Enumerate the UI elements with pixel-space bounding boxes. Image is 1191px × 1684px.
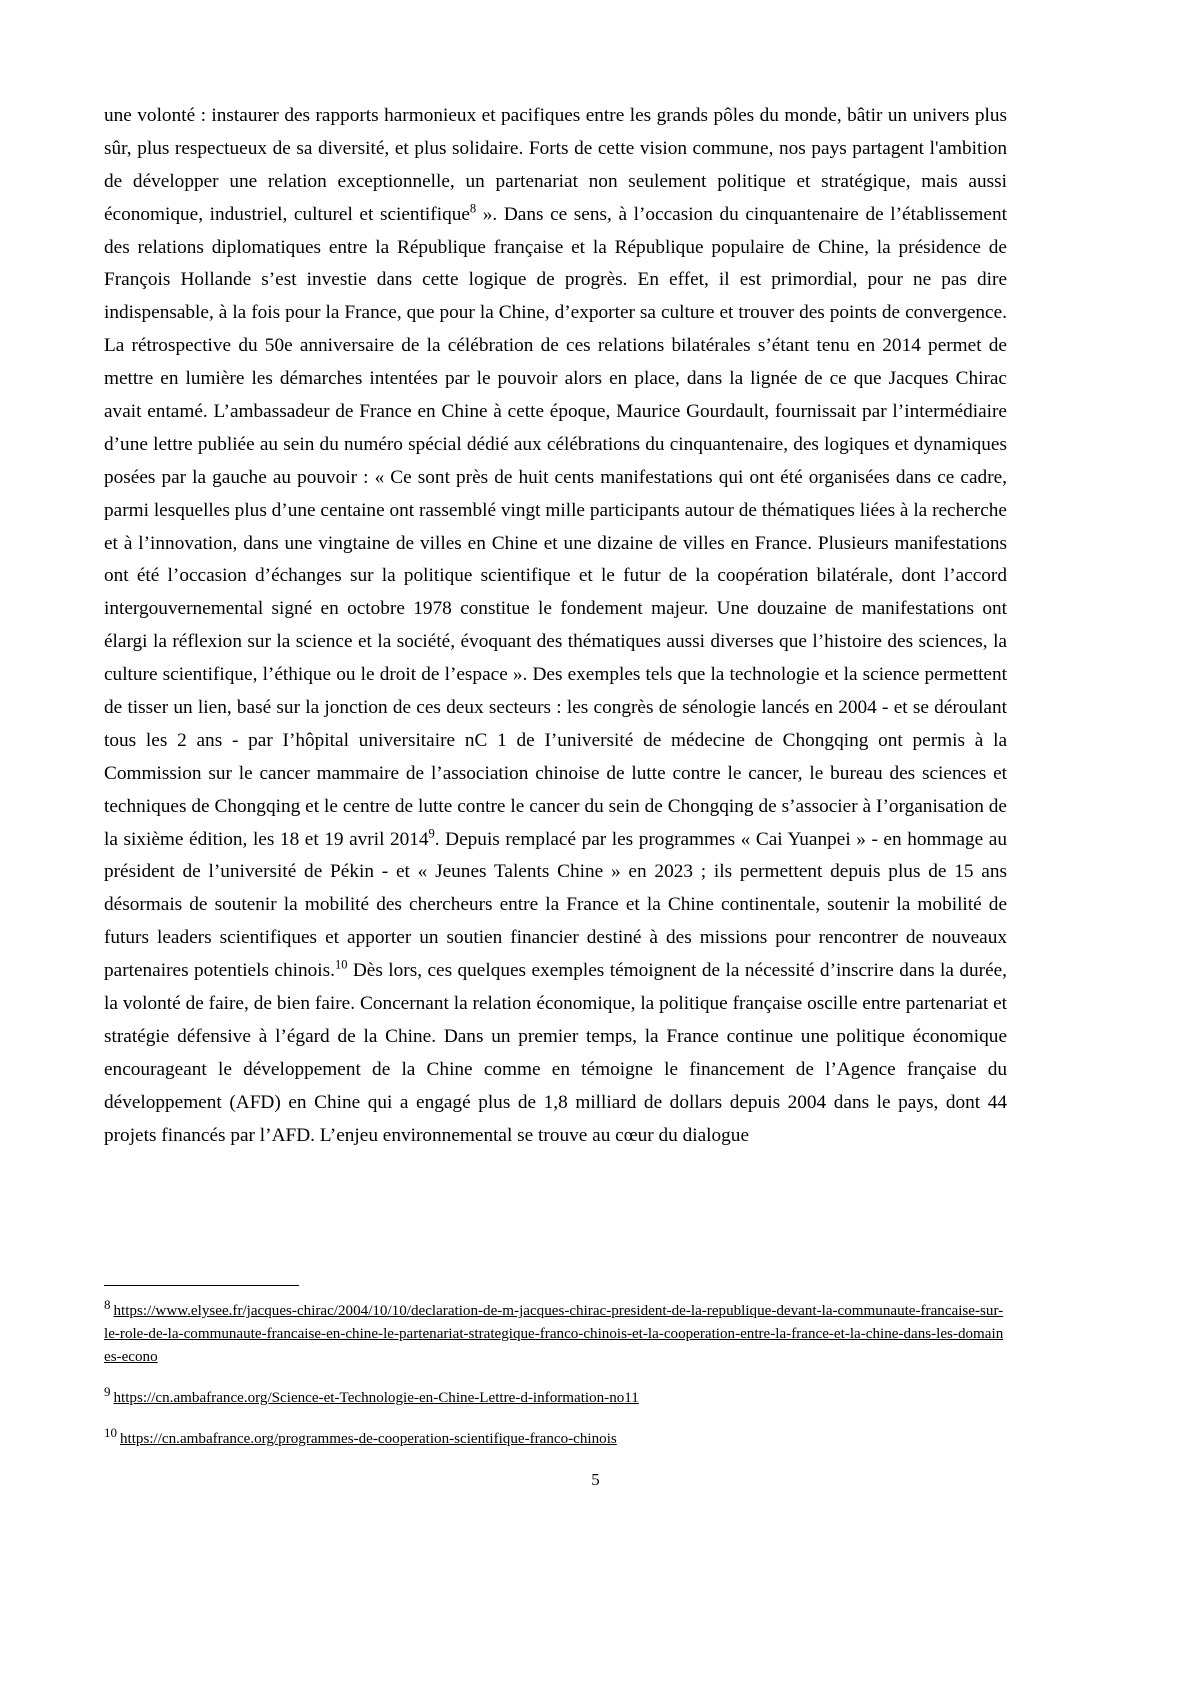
- body-paragraph: [104, 100, 1007, 1153]
- body-text-segment-3: . Depuis remplacé par les programmes « Cai Yuanpei » - en hommage au président de l’université de Pékin - et « Jeunes Talents Chine » en 2023 ; ils permettent depuis plus de 15 ans désormais de soutenir la mobilité des chercheurs entre la France et la Chine continentale, soutenir la mobilité de futurs leaders scientifiques et apporter un soutien financier destiné à des missions pour rencontrer de nouveaux partenaires potentiels chinois.: [104, 828, 1007, 982]
- footnote-link[interactable]: https://www.elysee.fr/jacques-chirac/2004/10/10/declaration-de-m-jacques-chirac-president-de-la-republique-devant-la-communaute-francaise-sur-le-role-de-la-communaute-francaise-en-chine-le-partenariat-strategique-franco-chinois-et-la-cooperation-entre-la-france-et-la-chine-dans-les-domaines-econo: [104, 1303, 1004, 1365]
- footnote-number: 9: [104, 1383, 111, 1399]
- footnote-item: [104, 1424, 1007, 1451]
- footnote-separator: [104, 1285, 299, 1286]
- footnote-item: [104, 1383, 1007, 1410]
- footnote-number: 10: [104, 1424, 117, 1440]
- footnote-link[interactable]: https://cn.ambafrance.org/Science-et-Technologie-en-Chine-Lettre-d-information-no11: [113, 1389, 639, 1406]
- footnote-reference-9[interactable]: 9: [428, 826, 435, 841]
- body-text-segment-4: Dès lors, ces quelques exemples témoignent de la nécessité d’inscrire dans la durée, la volonté de faire, de bien faire. Concernant la relation économique, la politique française oscille entre partenariat et stratégie défensive à l’égard de la Chine. Dans un premier temps, la France continue une politique économique encourageant le développement de la Chine comme en témoigne le financement de l’Agence française du développement (AFD) en Chine qui a engagé plus de 1,8 milliard de dollars depuis 2004 dans le pays, dont 44 projets financés par l’AFD. L’enjeu environnemental se trouve au cœur du dialogue: [104, 960, 1008, 1146]
- footnote-number: 8: [104, 1296, 111, 1312]
- body-text-segment-1: une volonté : instaurer des rapports harmonieux et pacifiques entre les grands pôles du monde, bâtir un univers plus sûr, plus respectueux de sa diversité, et plus solidaire. Forts de cette vision commune, nos pays partagent l'ambition de développer une relation exceptionnelle, un partenariat non seulement politique et stratégique, mais aussi économique, industriel, culturel et scientifique: [104, 105, 1007, 225]
- footnote-reference-8[interactable]: 8: [469, 201, 477, 216]
- footnote-reference-10[interactable]: 10: [334, 957, 348, 972]
- page-body: [104, 100, 1007, 1153]
- footnote-link[interactable]: https://cn.ambafrance.org/programmes-de-cooperation-scientifique-franco-chinois: [120, 1430, 617, 1447]
- footnote-area: [104, 1296, 1007, 1451]
- body-text-segment-2: ». Dans ce sens, à l’occasion du cinquantenaire de l’établissement des relations diplomatiques entre la République française et la République populaire de Chine, la présidence de François Hollande s’est investie dans cette logique de progrès. En effet, il est primordial, pour ne pas dire indispensable, à la fois pour la France, que pour la Chine, d’exporter sa culture et trouver des points de convergence. La rétrospective du 50e anniversaire de la célébration de ces relations bilatérales s’étant tenu en 2014 permet de mettre en lumière les démarches intentées par le pouvoir alors en place, dans la lignée de ce que Jacques Chirac avait entamé. L’ambassadeur de France en Chine à cette époque, Maurice Gourdault, fournissait par l’intermédiaire d’une lettre publiée au sein du numéro spécial dédié aux célébrations du cinquantenaire, des logiques et dynamiques posées par la gauche au pouvoir : « Ce sont près de huit cents manifestations qui ont été organisées dans ce cadre, parmi lesquelles plus d’une centaine ont rassemblé vingt mille participants autour de thématiques liées à la recherche et à l’innovation, dans une vingtaine de villes en Chine et une dizaine de villes en France. Plusieurs manifestations ont été l’occasion d’échanges sur la politique scientifique et le futur de la coopération bilatérale, dont l’accord intergouvernemental signé en octobre 1978 constitue le fondement majeur. Une douzaine de manifestations ont élargi la réflexion sur la science et la société, évoquant des thématiques aussi diverses que l’histoire des sciences, la culture scientifique, l’éthique ou le droit de l’espace ». Des exemples tels que la technologie et la science permettent de tisser un lien, basé sur la jonction de ces deux secteurs : les congrès de sénologie lancés en 2004 - et se déroulant tous les 2 ans - par I’hôpital universitaire nC 1 de I’université de médecine de Chongqing ont permis à la Commission sur le cancer mammaire de l’association chinoise de lutte contre le cancer, le bureau des sciences et techniques de Chongqing et le centre de lutte contre le cancer du sein de Chongqing de s’associer à I’organisation de la sixième édition, les 18 et 19 avril 2014: [104, 203, 1007, 850]
- page-number: 5: [591, 1470, 600, 1489]
- footnote-item: [104, 1296, 1007, 1369]
